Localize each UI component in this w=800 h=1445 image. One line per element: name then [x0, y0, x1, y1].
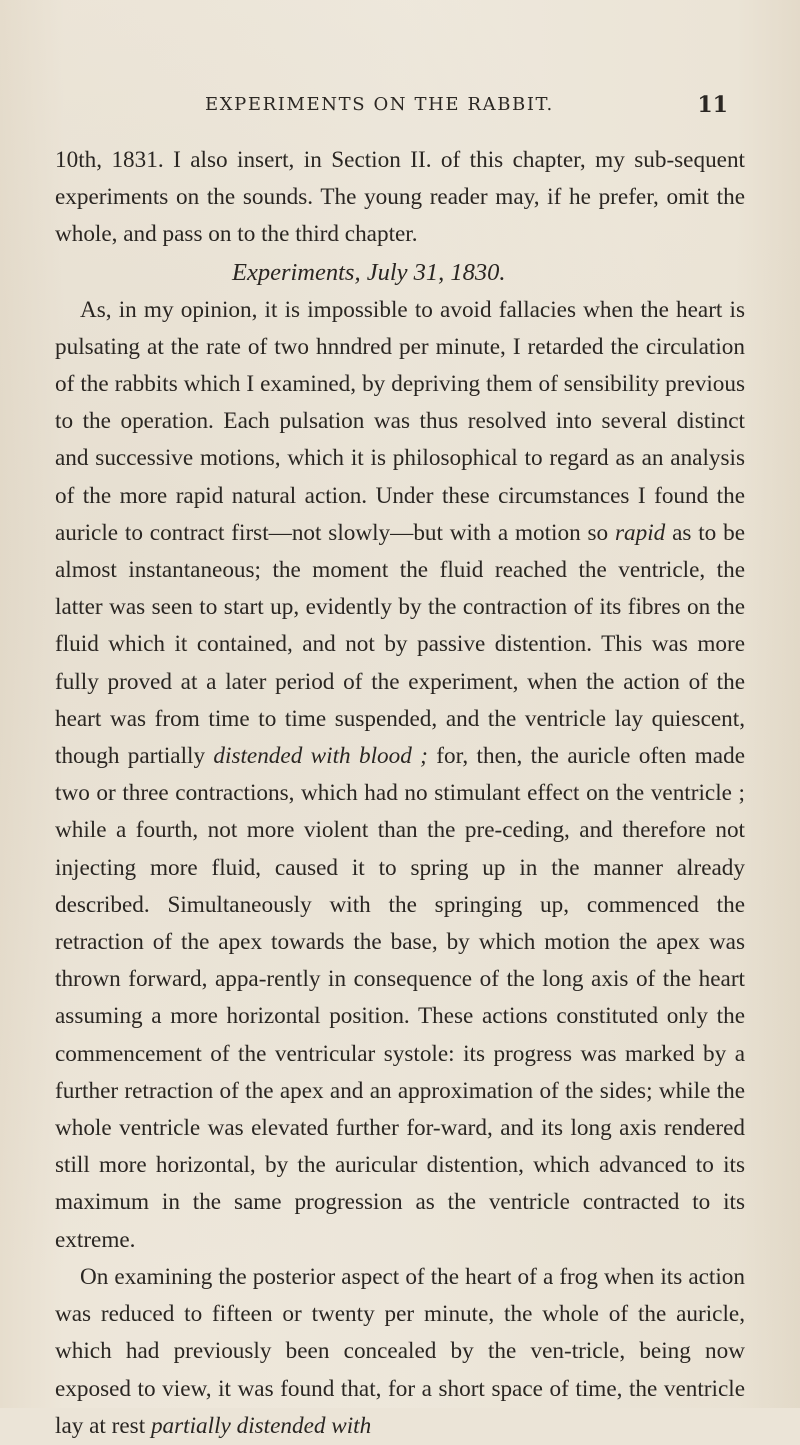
intro-paragraph: [55, 142, 745, 254]
paragraph-1-italic-2: distended with blood ;: [213, 743, 428, 770]
paragraph-1-italic-1: rapid: [614, 519, 666, 546]
page-number: 11: [697, 92, 728, 118]
paragraph-1-part-2: as to be almost instantaneous; the moment the fluid reached the ventricle, the latter was seen to start up, evidently by the contraction of its fibres on the fluid which it contained, and not by passive distention. This was more fully proved at a later period of the experiment, when the action of the heart was from time to time suspended, and the ventricle lay quiescent, though partially: [55, 519, 745, 770]
body-text: [55, 142, 745, 1445]
page-header: [60, 94, 740, 128]
paragraph-2-italic-1: partially distended with: [150, 1412, 372, 1439]
paragraph-2-part-1: On examining the posterior aspect of the heart of a frog when its action was reduced to fifteen or twenty per minute, the whole of the auricle, which had previously been concealed by the ven-tricle, being now exposed to view, it was found that, for a short space of time, the ventricle lay at rest: [55, 1263, 745, 1439]
running-head: EXPERIMENTS ON THE RABBIT.: [205, 94, 554, 115]
paragraph-2: [55, 1259, 745, 1445]
paragraph-1: [55, 292, 745, 1259]
intro-text: 10th, 1831. I also insert, in Section II. of this chapter, my sub-sequent experiments on the sounds. The young reader may, if he prefer, omit the whole, and pass on to the third chapter.: [55, 147, 745, 248]
section-heading: Experiments, July 31, 1830.: [232, 258, 506, 286]
paragraph-1-part-3: for, then, the auricle often made two or three contractions, which had no stimulant effect on the ventricle ; while a fourth, not more violent than the pre-ceding, and therefore not injecting more fluid, caused it to spring up in the manner already described. Simultaneously with the springing up, commenced the retraction of the apex towards the base, by which motion the apex was thrown forward, appa-rently in consequence of the long axis of the heart assuming a more horizontal position. These actions constituted only the commencement of the ventricular systole: its progress was marked by a further retraction of the apex and an approximation of the sides; while the whole ventricle was elevated further for-ward, and its long axis rendered still more horizontal, by the auricular distention, which advanced to its maximum in the same progression as the ventricle contracted to its extreme.: [55, 743, 745, 1253]
paragraph-1-part-1: As, in my opinion, it is impossible to avoid fallacies when the heart is pulsating at the rate of two hnndred per minute, I retarded the circulation of the rabbits which I examined, by depriving them of sensibility previous to the operation. Each pulsation was thus resolved into several distinct and successive motions, which it is philosophical to regard as an analysis of the more rapid natural action. Under these circumstances I found the auricle to contract first—not slowly—but with a motion so: [55, 296, 745, 546]
